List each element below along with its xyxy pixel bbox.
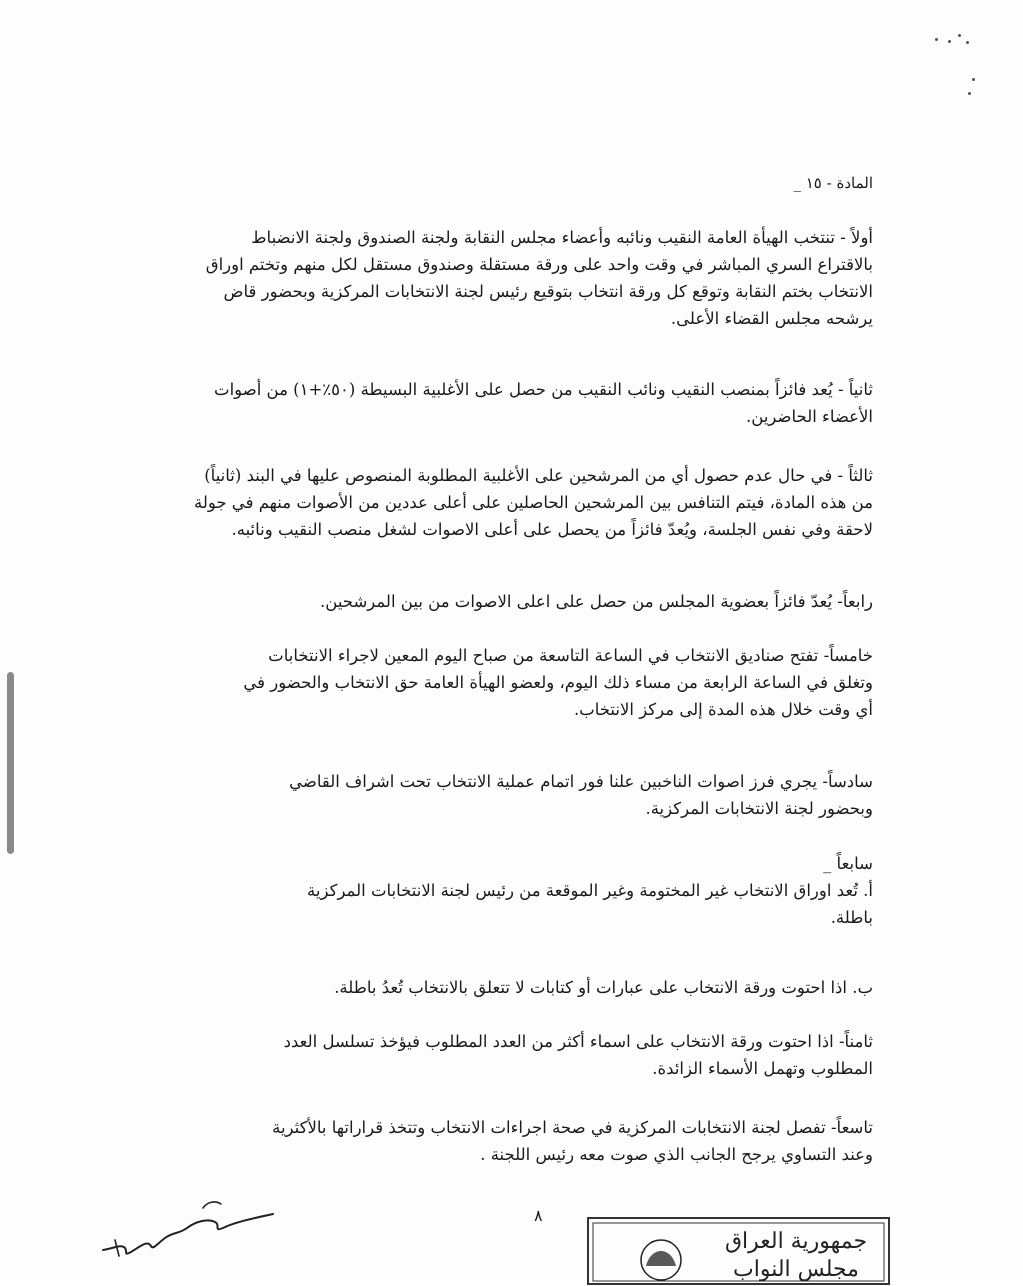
- paragraph-line: رابعاً- يُعدّ فائزاً بعضوية المجلس من حصل على اعلى الاصوات من بين المرشحين.: [320, 592, 873, 611]
- paragraph-line: ثالثاً - في حال عدم حصول أي من المرشحين على الأغلبية المطلوبة المنصوص عليها في البند (ثانياً): [204, 466, 873, 485]
- paragraph-line: الانتخاب بختم النقابة وتوقع كل ورقة انتخاب بتوقيع رئيس لجنة الانتخابات المركزية وبحضور قاض: [223, 282, 873, 301]
- paragraph-line: وبحضور لجنة الانتخابات المركزية.: [645, 799, 873, 818]
- paragraph-eighth: [153, 1028, 873, 1082]
- paragraph-line: ثامناً- اذا احتوت ورقة الانتخاب على اسماء أكثر من العدد المطلوب فيؤخذ تسلسل العدد: [283, 1032, 873, 1051]
- paragraph-line: من هذه المادة، فيتم التنافس بين المرشحين الحاصلين على أعلى عددين من الأصوات منهم في جولة: [193, 493, 873, 512]
- paragraph-sixth: [153, 768, 873, 822]
- paragraph-line: أولاً - تنتخب الهيأة العامة النقيب ونائبه وأعضاء مجلس النقابة ولجنة الصندوق ولجنة الانضباط: [251, 228, 873, 247]
- paragraph-line: المطلوب وتهمل الأسماء الزائدة.: [652, 1059, 873, 1078]
- paragraph-line: خامساً- تفتح صناديق الانتخاب في الساعة التاسعة من صباح اليوم المعين لاجراء الانتخابات: [268, 646, 873, 665]
- seal-line-1: جمهورية العراق: [724, 1229, 868, 1254]
- paragraph-line: وعند التساوي يرجح الجانب الذي صوت معه رئيس اللجنة .: [480, 1145, 873, 1164]
- paragraph-line: باطلة.: [830, 908, 873, 927]
- paragraph-line: لاحقة وفي نفس الجلسة، ويُعدّ فائزاً من يحصل على أعلى الاصوات لشغل منصب النقيب ونائبه.: [231, 520, 873, 539]
- paragraph-fifth: [153, 642, 873, 723]
- paragraph-ninth: [153, 1114, 873, 1168]
- paragraph-seventh-b: [153, 974, 873, 1001]
- scan-speck: [935, 38, 938, 41]
- paragraph-third: [153, 462, 873, 543]
- paragraph-line: ثانياً - يُعد فائزاً بمنصب النقيب ونائب النقيب من حصل على الأغلبية البسيطة (٥٠٪+١) من أصوات: [214, 380, 873, 399]
- seal-line-2: مجلس النواب: [733, 1257, 859, 1282]
- paragraph-first: [153, 224, 873, 332]
- paragraph-line: سابعاً _: [823, 854, 873, 873]
- scan-speck: [972, 78, 975, 81]
- signature: [95, 1188, 295, 1268]
- article-title: المادة - ١٥ _: [793, 174, 873, 192]
- paragraph-line: بالاقتراع السري المباشر في وقت واحد على ورقة مستقلة وصندوق مستقل لكل منهم وتختم اوراق: [205, 255, 873, 274]
- paragraph-line: تاسعاً- تفصل لجنة الانتخابات المركزية في صحة اجراءات الانتخاب وتتخذ قراراتها بالأكثرية: [272, 1118, 873, 1137]
- paragraph-line: وتغلق في الساعة الرابعة من مساء ذلك اليوم، ولعضو الهيأة العامة حق الانتخاب والحضور في: [243, 673, 873, 692]
- paragraph-line: يرشحه مجلس القضاء الأعلى.: [670, 309, 873, 328]
- scan-speck: [958, 34, 961, 37]
- paragraph-line: ب. اذا احتوت ورقة الانتخاب على عبارات أو كتابات لا تتعلق بالانتخاب تُعدُ باطلة.: [334, 978, 873, 997]
- scan-speck: [966, 41, 969, 44]
- paragraph-seventh: [153, 850, 873, 931]
- paragraph-line: أ. تُعد اوراق الانتخاب غير المختومة وغير الموقعة من رئيس لجنة الانتخابات المركزية: [307, 881, 873, 900]
- scan-speck: [968, 92, 971, 95]
- scan-speck: [948, 40, 951, 43]
- scroll-indicator[interactable]: [7, 672, 14, 854]
- paragraph-fourth: [153, 588, 873, 615]
- paragraph-line: سادساً- يجري فرز اصوات الناخبين علنا فور اتمام عملية الانتخاب تحت اشراف القاضي: [289, 772, 873, 791]
- paragraph-second: [153, 376, 873, 430]
- paragraph-line: الأعضاء الحاضرين.: [746, 407, 873, 426]
- official-seal: [586, 1216, 891, 1286]
- page-number: ٨: [534, 1206, 543, 1225]
- paragraph-line: أي وقت خلال هذه المدة إلى مركز الانتخاب.: [573, 700, 873, 719]
